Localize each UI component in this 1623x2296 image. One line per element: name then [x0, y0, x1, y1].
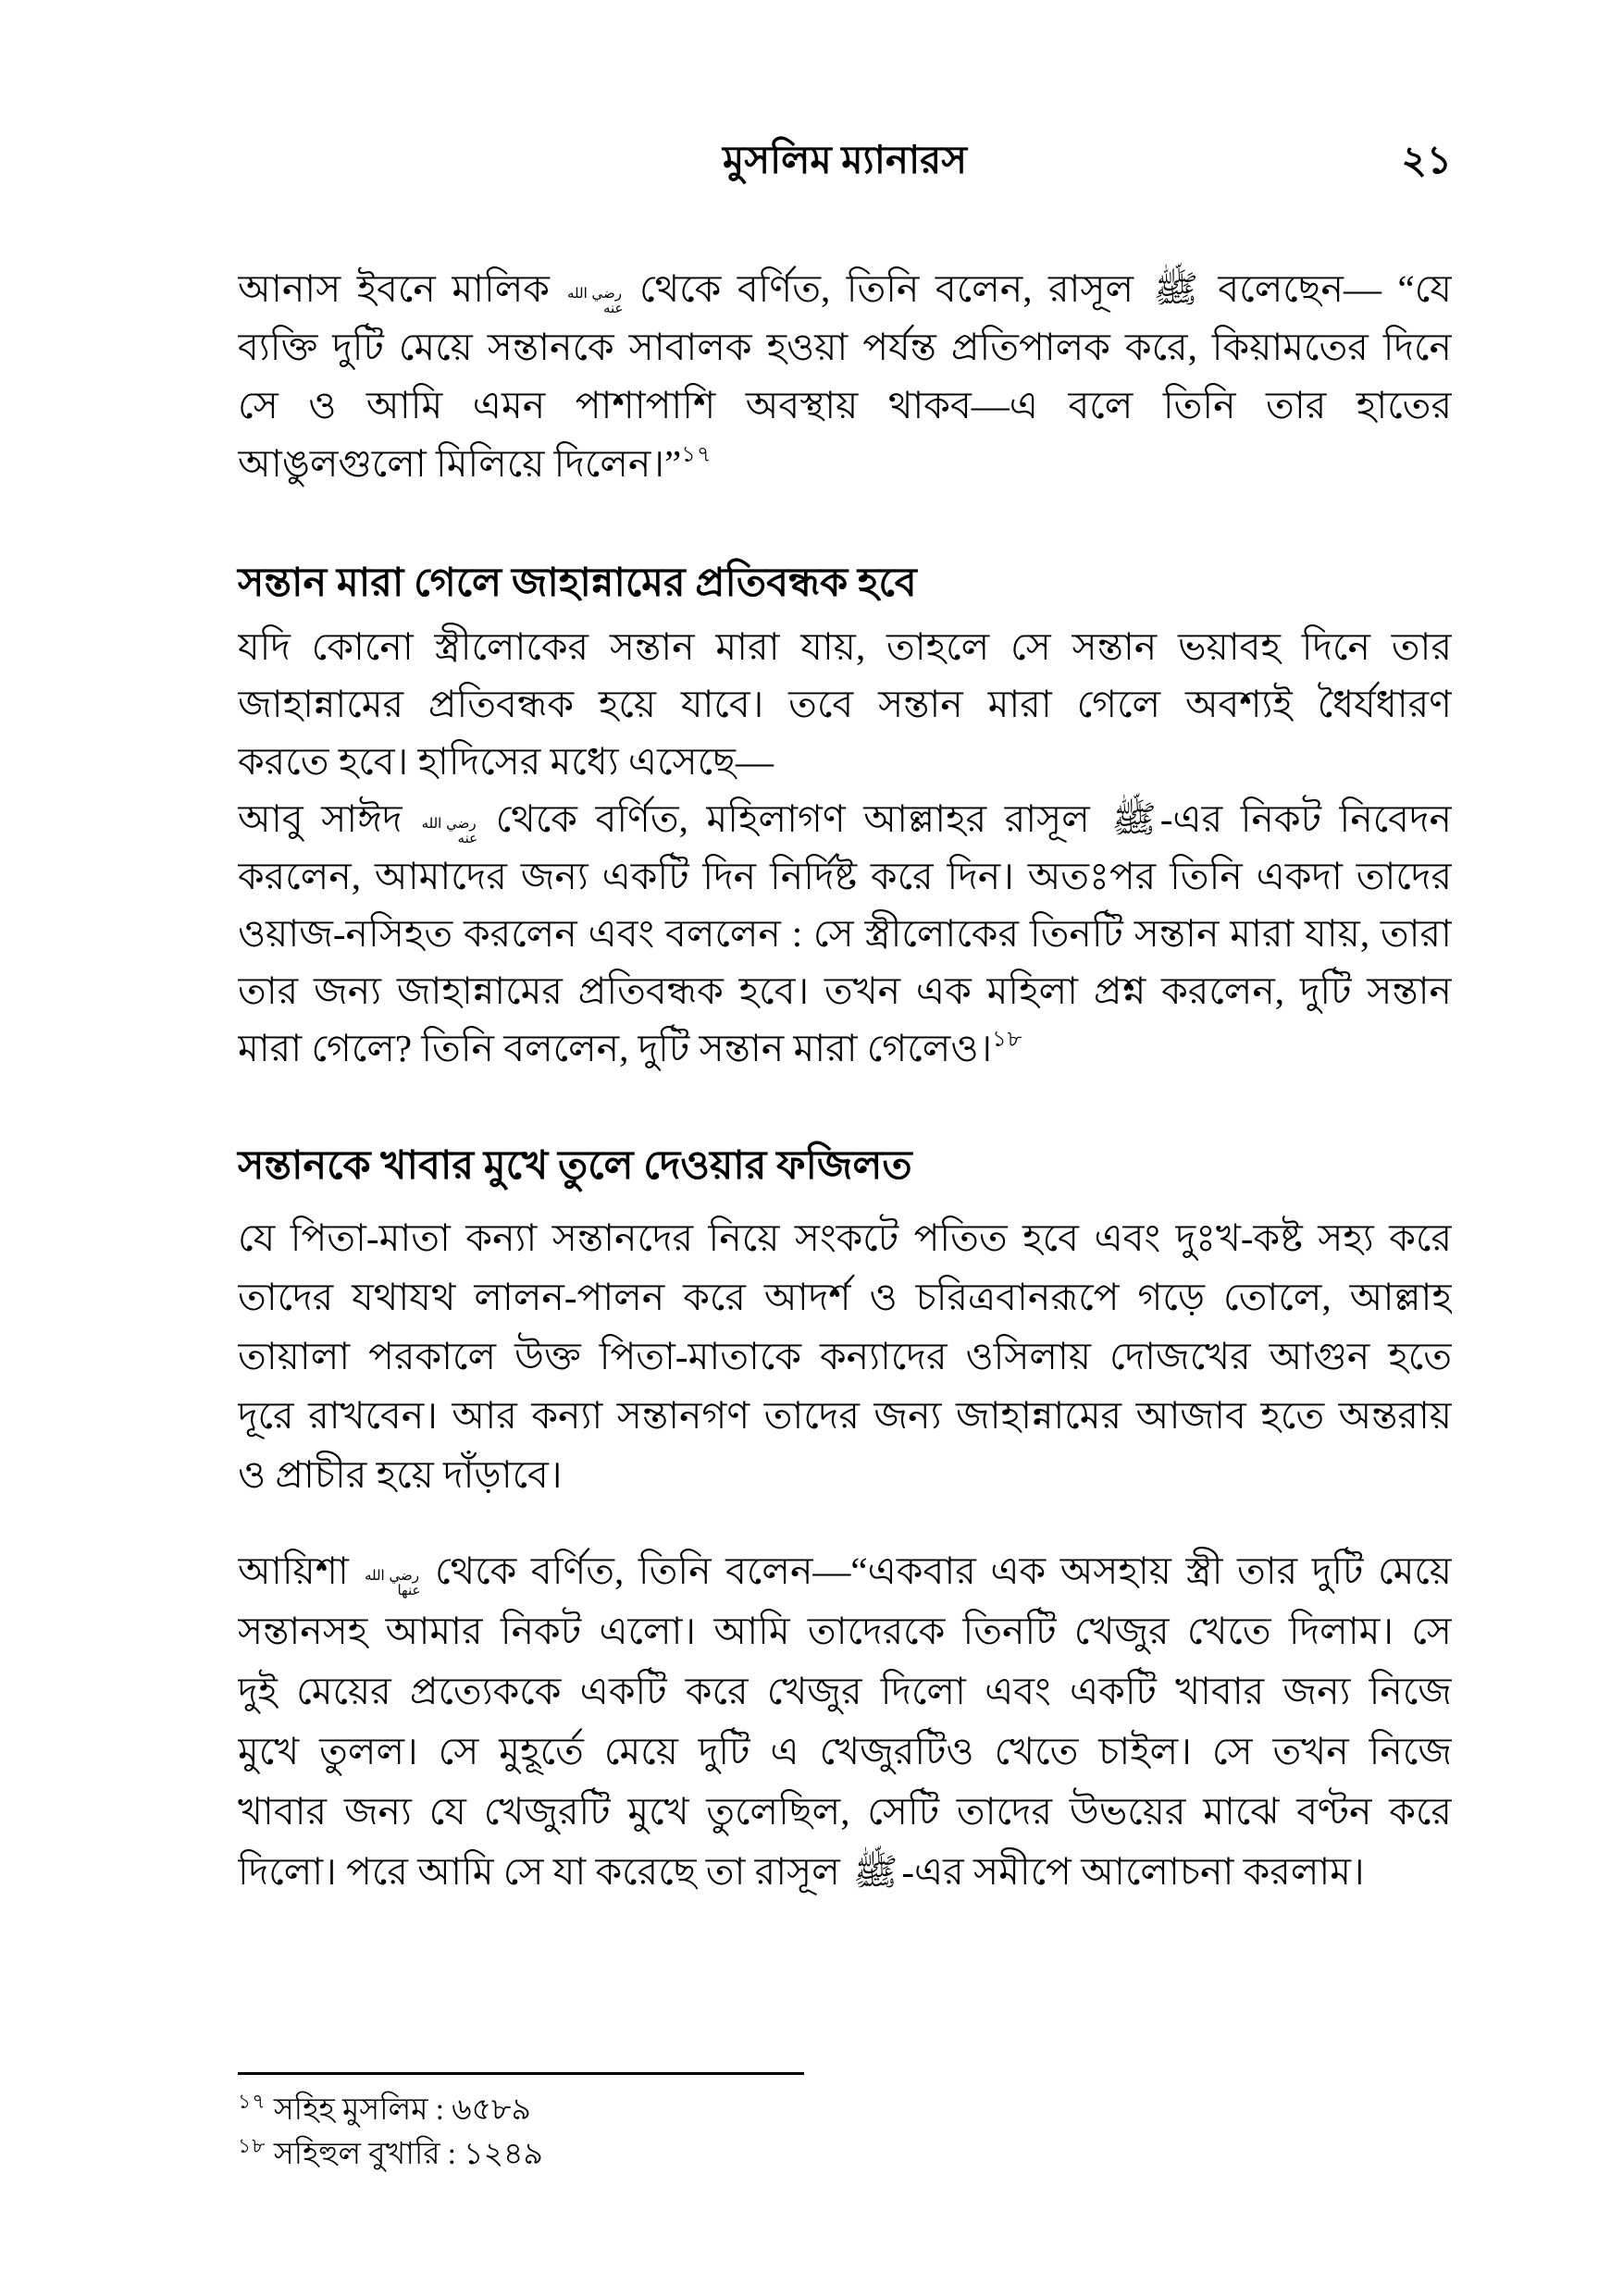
text-line: তার জন্য জাহান্নামের প্রতিবন্ধক হবে। তখন এক মহিলা প্রশ্ন করলেন, দুটি সন্তান: [238, 969, 1452, 1012]
text-line: সন্তানসহ আমার নিকট এলো। আমি তাদেরকে তিনটি খেজুর খেতে দিলাম। সে: [238, 1610, 1452, 1652]
paragraph-anas-hadith: [238, 260, 1452, 493]
text-line: সে ও আমি এমন পাশাপাশি অবস্থায় থাকব—এ বলে তিনি তার হাতের: [238, 384, 1452, 426]
text-line: ও প্রাচীর হয়ে দাঁড়াবে।: [238, 1453, 563, 1496]
radiallahu-anhu-calligraphy-icon: رضي الله عنه: [567, 285, 624, 316]
text-line: আনাস ইবনে মালিক رضي الله عنه থেকে বর্ণিত, তিনি বলেন, রাসূল ﷺ বলেছেন— “যে: [238, 267, 1452, 316]
text-line: খাবার জন্য যে খেজুরটি মুখে তুলেছিল, সেটি তাদের উভয়ের মাঝে বণ্টন করে: [238, 1790, 1452, 1833]
text-line: মুখে তুলল। সে মুহূর্তে মেয়ে দুটি এ খেজুরটিও খেতে চাইল। সে তখন নিজে: [238, 1730, 1452, 1772]
text-line: যে পিতা-মাতা কন্যা সন্তানদের নিয়ে সংকটে পতিত হবে এবং দুঃখ-কষ্ট সহ্য করে: [238, 1216, 1452, 1259]
text-line: দিলো। পরে আমি সে যা করেছে তা রাসূল ﷺ-এর সমীপে আলোচনা করলাম।: [238, 1850, 1365, 1894]
running-header-title: মুসলিম ম্যানারস: [723, 140, 967, 182]
paragraph-daughters-virtue: [238, 1208, 1452, 1504]
section-heading-feeding-child: সন্তানকে খাবার মুখে তুলে দেওয়ার ফজিলত: [238, 1144, 912, 1188]
text-line: আঙুলগুলো মিলিয়ে দিলেন।”$^{১৭}$: [238, 442, 712, 485]
text-line: দূরে রাখবেন। আর কন্যা সন্তানগণ তাদের জন্য জাহান্নামের আজাব হতে অন্তরায়: [238, 1394, 1452, 1437]
text-line: ওয়াজ-নসিহত করলেন এবং বললেন : সে স্ত্রীলোকের তিনটি সন্তান মারা যায়, তারা: [238, 912, 1452, 955]
footnote-reference: ১৭: [681, 443, 712, 467]
text-line: করতে হবে। হাদিসের মধ্যে এসেছে—: [238, 740, 774, 783]
footnote-18-text: সহিহুল বুখারি : ১২৪৯: [273, 2138, 543, 2171]
footnote-17-ref: ১৭: [238, 2090, 266, 2113]
radiallahu-anhu-calligraphy-icon: رضي الله عنها: [364, 1567, 421, 1599]
footnote-18: [238, 2131, 1452, 2178]
paragraph-aisha-hadith: [238, 1541, 1452, 1902]
sallallahu-alaihi-wasallam-calligraphy-icon: ﷺ: [1153, 268, 1198, 311]
text-line: জাহান্নামের প্রতিবন্ধক হয়ে যাবে। তবে সন্তান মারা গেলে অবশ্যই ধৈর্যধারণ: [238, 683, 1452, 725]
sallallahu-alaihi-wasallam-calligraphy-icon: ﷺ: [853, 1851, 898, 1894]
text-line: দুই মেয়ের প্রত্যেককে একটি করে খেজুর দিলো এবং একটি খাবার জন্য নিজে: [238, 1670, 1452, 1712]
text-line: আয়িশা رضي الله عنها থেকে বর্ণিত, তিনি বলেন—“একবার এক অসহায় স্ত্রী তার দুটি মেয়ে: [238, 1549, 1452, 1599]
text-line: তাদের যথাযথ লালন-পালন করে আদর্শ ও চরিত্রবানরূপে গড়ে তোলে, আল্লাহ: [238, 1276, 1452, 1318]
paragraph-child-death-hadith: [238, 618, 1452, 1077]
text-line: যদি কোনো স্ত্রীলোকের সন্তান মারা যায়, তাহলে সে সন্তান ভয়াবহ দিনে তার: [238, 625, 1452, 668]
text-line: মারা গেলে? তিনি বললেন, দুটি সন্তান মারা গেলেও।$^{১৮}$: [238, 1027, 1023, 1069]
text-line: আবু সাঈদ رضي الله عنه থেকে বর্ণিত, মহিলাগণ আল্লাহর রাসূল ﷺ-এর নিকট নিবেদন: [238, 797, 1452, 846]
text-line: ব্যক্তি দুটি মেয়ে সন্তানকে সাবালক হওয়া পর্যন্ত প্রতিপালক করে, কিয়ামতের দিনে: [238, 326, 1452, 368]
section-heading-child-death: সন্তান মারা গেলে জাহান্নামের প্রতিবন্ধক হবে: [238, 562, 917, 605]
text-line: তায়ালা পরকালে উক্ত পিতা-মাতাকে কন্যাদের ওসিলায় দোজখের আগুন হতে: [238, 1335, 1452, 1377]
footnote-18-ref: ১৮: [238, 2134, 266, 2157]
footnote-divider-rule: [238, 2072, 804, 2075]
footnote-17-text: সহিহ মুসলিম : ৬৫৮৯: [273, 2093, 531, 2127]
footnote-reference: ১৮: [992, 1028, 1023, 1052]
footnote-17: [238, 2087, 1452, 2133]
sallallahu-alaihi-wasallam-calligraphy-icon: ﷺ: [1111, 798, 1157, 841]
text-line: করলেন, আমাদের জন্য একটি দিন নির্দিষ্ট করে দিন। অতঃপর তিনি একদা তাদের: [238, 855, 1452, 897]
page-number: ২১: [1401, 140, 1452, 182]
radiallahu-anhu-calligraphy-icon: رضي الله عنه: [421, 815, 478, 846]
